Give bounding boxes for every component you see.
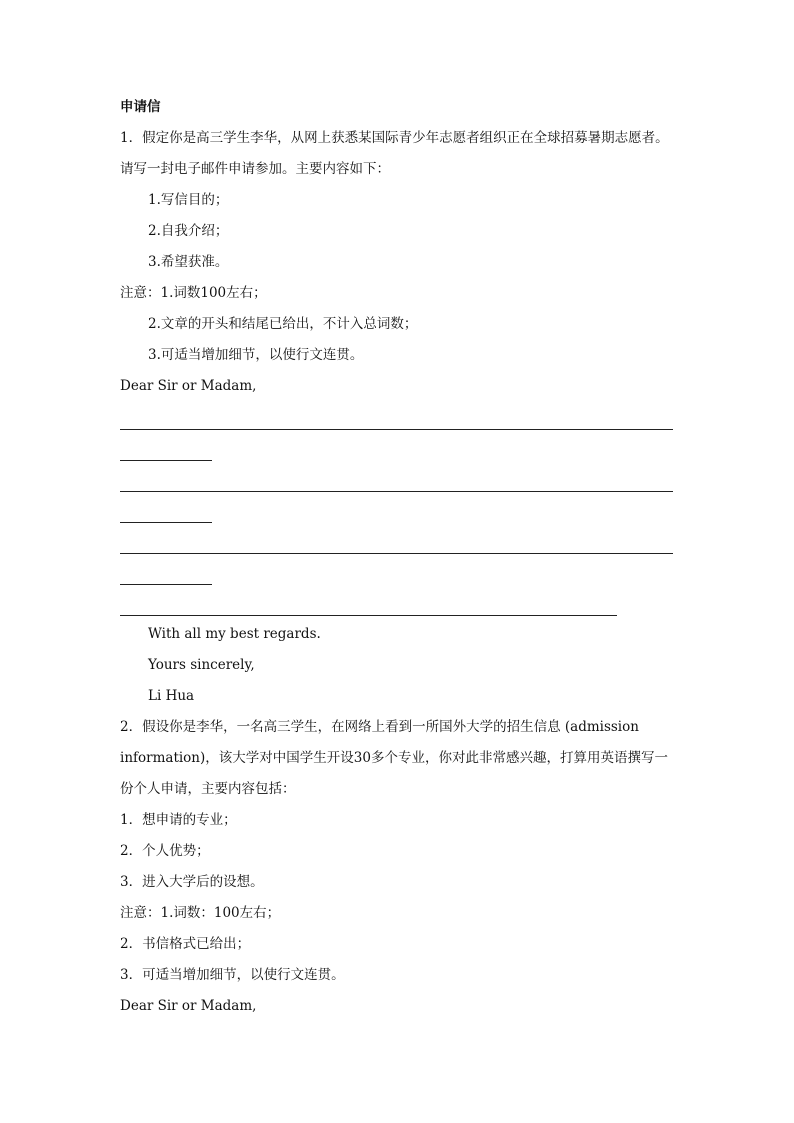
q2-point-3: 3．进入大学后的设想。: [120, 874, 264, 890]
q1-note-2: 2.文章的开头和结尾已给出，不计入总词数；: [148, 316, 418, 332]
q2-note-3: 3．可适当增加细节，以使行文连贯。: [120, 967, 345, 983]
answer-line: [120, 495, 680, 526]
q1-closing-regards: With all my best regards.: [148, 626, 321, 642]
q1-closing-sincerely: Yours sincerely,: [148, 657, 255, 673]
q1-point-3: 3.希望获准。: [148, 254, 229, 270]
q2-salutation: Dear Sir or Madam,: [120, 998, 257, 1014]
q2-prompt-line-1: 2．假设你是李华，一名高三学生，在网络上看到一所国外大学的招生信息 (admission: [120, 719, 639, 735]
q2-point-2: 2．个人优势；: [120, 843, 210, 859]
answer-line: [120, 526, 680, 557]
q1-note-3: 3.可适当增加细节，以使行文连贯。: [148, 347, 364, 363]
answer-line: [120, 557, 680, 588]
q1-point-2: 2.自我介绍；: [148, 223, 229, 239]
q2-point-1: 1．想申请的专业；: [120, 812, 237, 828]
section-title: 申请信: [120, 99, 161, 115]
answer-line: [120, 464, 680, 495]
answer-line: [120, 402, 680, 433]
q1-closing-signature: Li Hua: [148, 688, 195, 704]
q1-prompt-line-1: 1．假定你是高三学生李华，从网上获悉某国际青少年志愿者组织正在全球招募暑期志愿者。: [120, 130, 669, 146]
q2-note-2: 2．书信格式已给出；: [120, 936, 251, 952]
q1-salutation: Dear Sir or Madam,: [120, 378, 257, 394]
q1-prompt-line-2: 请写一封电子邮件申请参加。主要内容如下：: [120, 161, 390, 177]
q2-note-1: 注意：1.词数：100左右；: [120, 905, 281, 921]
q1-note-1: 注意：1.词数100左右；: [120, 285, 267, 301]
q2-prompt-line-3: 份个人申请，主要内容包括：: [120, 781, 296, 797]
q1-point-1: 1.写信目的；: [148, 192, 229, 208]
q2-prompt-line-2: information)，该大学对中国学生开设30多个专业，你对此非常感兴趣，打算用英语撰写一: [120, 750, 668, 766]
document-page: [120, 92, 680, 1022]
answer-line: [120, 433, 680, 464]
answer-line: [120, 588, 680, 619]
